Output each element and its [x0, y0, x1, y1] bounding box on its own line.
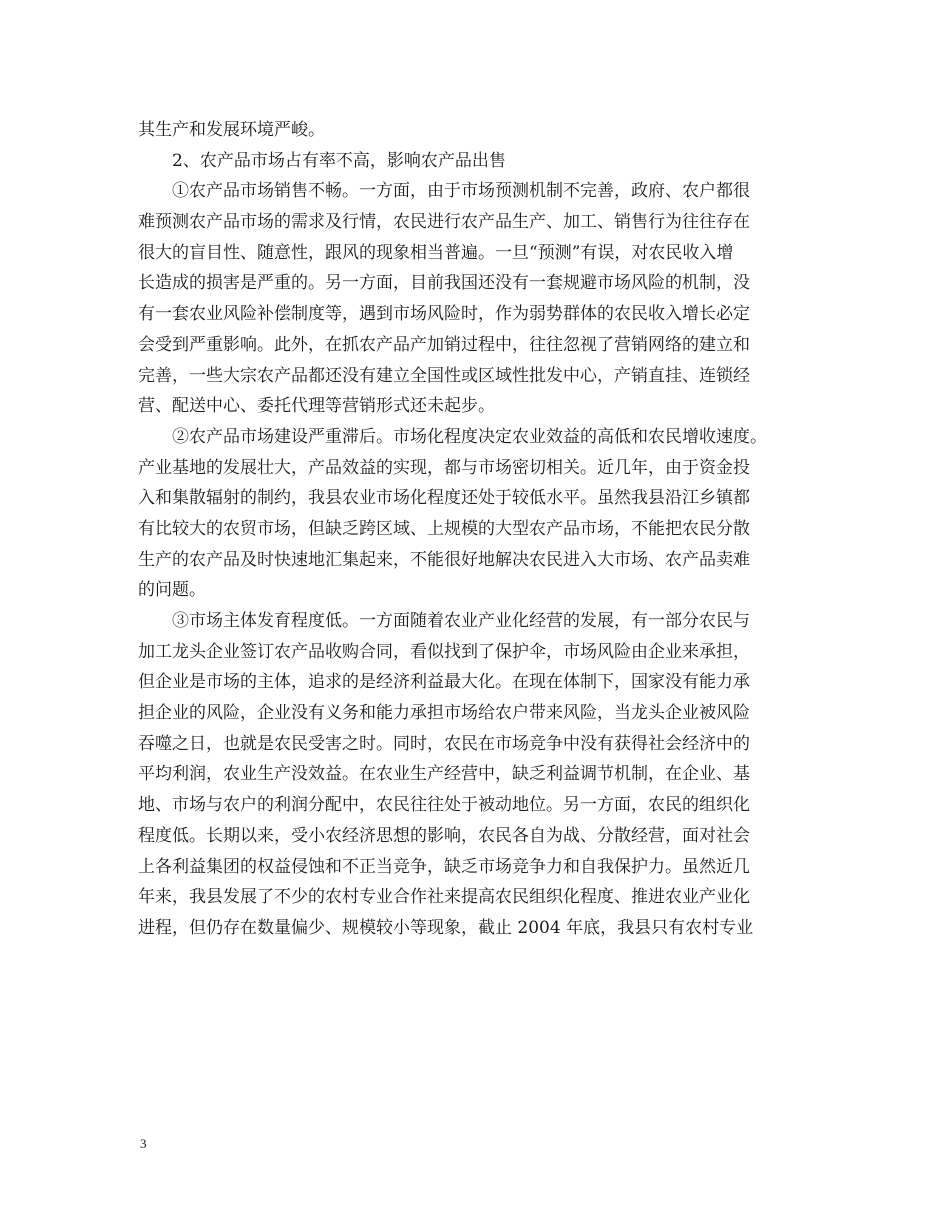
text-line: ①农产品市场销售不畅。一方面，由于市场预测机制不完善，政府、农户都很	[172, 181, 750, 202]
text-line: 生产的农产品及时快速地汇集起来，不能很好地解决农民进入大市场、农产品卖难	[138, 549, 750, 570]
text-line: 进程，但仍存在数量偏少、规模较小等现象，截止 2004 年底，我县只有农村专业	[138, 917, 754, 938]
text-line: 平均利润，农业生产没效益。在农业生产经营中，缺乏利益调节机制，在企业、基	[138, 764, 750, 785]
text-line: 很大的盲目性、随意性，跟风的现象相当普遍。一旦“预测”有误，对农民收入增	[138, 242, 734, 263]
text-line: 会受到严重影响。此外，在抓农产品产加销过程中，往往忽视了营销网络的建立和	[138, 334, 750, 355]
text-line: 有比较大的农贸市场，但缺乏跨区域、上规模的大型农产品市场，不能把农民分散	[138, 518, 750, 539]
text-line: 完善，一些大宗农产品都还没有建立全国性或区域性批发中心，产销直挂、连锁经	[138, 365, 750, 386]
text-line: 营、配送中心、委托代理等营销形式还未起步。	[138, 396, 495, 417]
text-line: 加工龙头企业签订农产品收购合同，看似找到了保护伞，市场风险由企业来承担，	[138, 641, 750, 662]
text-line: 地、市场与农户的利润分配中，农民往往处于被动地位。另一方面，农民的组织化	[138, 795, 750, 816]
text-line: ③市场主体发育程度低。一方面随着农业产业化经营的发展，有一部分农民与	[172, 611, 750, 631]
text-line: 其生产和发展环境严峻。	[138, 120, 325, 140]
page-number: 3	[140, 1136, 147, 1151]
body-text	[138, 115, 838, 944]
section-heading: 2、农产品市场占有率不高，影响农产品出售	[172, 150, 506, 171]
text-line: 吞噬之日，也就是农民受害之时。同时，农民在市场竞争中没有获得社会经济中的	[138, 733, 750, 754]
text-line: 担企业的风险，企业没有义务和能力承担市场给农户带来风险，当龙头企业被风险	[138, 703, 750, 724]
text-line: 入和集散辐射的制约，我县农业市场化程度还处于较低水平。虽然我县沿江乡镇都	[138, 488, 750, 509]
text-line: 但企业是市场的主体，追求的是经济利益最大化。在现在体制下，国家没有能力承	[138, 672, 750, 693]
text-line: 的问题。	[138, 580, 206, 601]
text-line: 有一套农业风险补偿制度等，遇到市场风险时，作为弱势群体的农民收入增长必定	[138, 304, 750, 325]
text-line: 程度低。长期以来，受小农经济思想的影响，农民各自为战、分散经营，面对社会	[138, 825, 750, 846]
text-line: 上各利益集团的权益侵蚀和不正当竞争，缺乏市场竞争力和自我保护力。虽然近几	[138, 856, 750, 877]
text-line: 难预测农产品市场的需求及行情，农民进行农产品生产、加工、销售行为往往存在	[138, 212, 750, 233]
text-line: ②农产品市场建设严重滞后。市场化程度决定农业效益的高低和农民增收速度。	[172, 426, 767, 447]
text-line: 产业基地的发展壮大，产品效益的实现，都与市场密切相关。近几年，由于资金投	[138, 457, 750, 478]
text-line: 年来，我县发展了不少的农村专业合作社来提高农民组织化程度、推进农业产业化	[138, 887, 750, 908]
text-line: 长造成的损害是严重的。另一方面，目前我国还没有一套规避市场风险的机制，没	[138, 273, 750, 294]
